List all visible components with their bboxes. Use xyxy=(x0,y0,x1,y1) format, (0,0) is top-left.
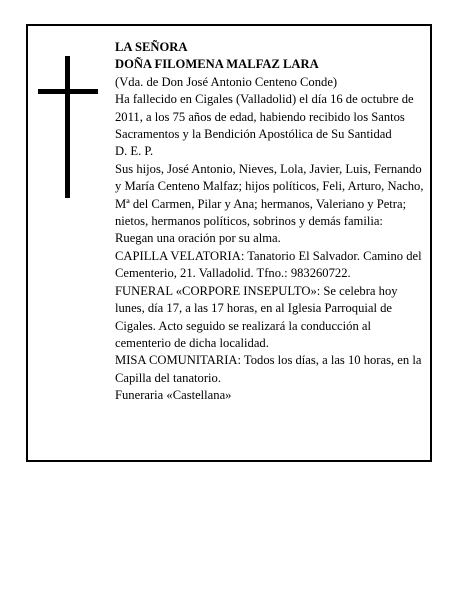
obituary-notice xyxy=(26,24,432,462)
family-list: Sus hijos, José Antonio, Nieves, Lola, Javier, Luis, Fernando y María Centeno Malfaz; hijos políticos, Feli, Arturo, Nacho, Mª del Carmen, Pilar y Ana; hermanos, Valeriano y Petra; nietos, hermanos políticos, sobrinos y demás familia: xyxy=(115,161,424,229)
notice-text xyxy=(115,39,427,405)
deceased-name: DOÑA FILOMENA MALFAZ LARA xyxy=(115,57,319,72)
funeral-info: FUNERAL «CORPORE INSEPULTO»: Se celebra hoy lunes, día 17, a las 17 horas, en al Iglesia Parroquial de Cigales. Acto seguido se realizará la conducción al cementerio de dicha localidad. xyxy=(115,283,398,350)
widow-of: (Vda. de Don José Antonio Centeno Conde) xyxy=(115,74,338,89)
prayer-request: Ruegan una oración por su alma. xyxy=(115,231,281,246)
cross-icon xyxy=(38,56,98,198)
chapel-info: CAPILLA VELATORIA: Tanatorio El Salvador. Camino del Cementerio, 21. Valladolid. Tfno.: 983260722. xyxy=(115,248,422,281)
notice-heading: LA SEÑORA xyxy=(115,40,188,54)
death-announcement: Ha fallecido en Cigales (Valladolid) el día 16 de octubre de 2011, a los 75 años de edad, habiendo recibido los Santos Sacramentos y la Bendición Apostólica de Su Santidad xyxy=(115,92,414,142)
cross-horizontal-bar xyxy=(38,89,98,94)
cross-vertical-bar xyxy=(65,56,70,198)
funeral-home: Funeraria «Castellana» xyxy=(115,388,232,403)
rip: D. E. P. xyxy=(115,144,154,159)
mass-info: MISA COMUNITARIA: Todos los días, a las 10 horas, en la Capilla del tanatorio. xyxy=(115,353,422,385)
